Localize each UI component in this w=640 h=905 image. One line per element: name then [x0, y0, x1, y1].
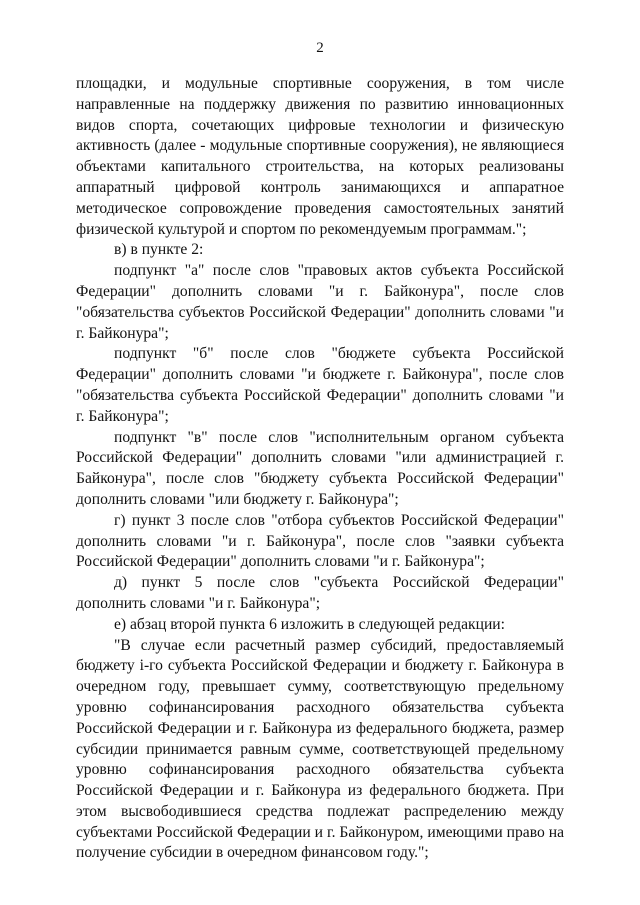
paragraph-subitem-b: подпункт "б" после слов "бюджете субъекта Российской Федерации" дополнить словами "и бюджете г. Байконура", после слов "обязательства субъекта Российской Федерации" дополнить словами "и г. Байконура";	[76, 345, 564, 425]
paragraph-item-d: д) пункт 5 после слов "субъекта Российской Федерации" дополнить словами "и г. Байконура";	[76, 574, 564, 612]
paragraph-continuation: площадки, и модульные спортивные сооружения, в том числе направленные на поддержку движения по развитию инновационных видов спорта, сочетающих цифровые технологии и физическую активность (далее - модульные спортивные сооружения), не являющиеся объектами капитального строительства, на которых реализованы аппаратный цифровой контроль занимающихся и аппаратное методическое сопровождение проведения самостоятельных занятий физической культурой и спортом по рекомендуемым программам.";	[76, 75, 564, 238]
paragraph-quoted-text: "В случае если расчетный размер субсидий, предоставляемый бюджету i-го субъекта Российской Федерации и бюджету г. Байконура в очередном году, превышает сумму, соответствующую предельному уровню софинансирования расходного обязательства субъекта Российской Федерации и г. Байконура из федерального бюджета, размер субсидии принимается равным сумме, соответствующей предельному уровню софинансирования расходного обязательства субъекта Российской Федерации и г. Байконура из федерального бюджета. При этом высвободившиеся средства подлежат распределению между субъектами Российской Федерации и г. Байконуром, имеющими право на получение субсидии в очередном финансовом году.";	[76, 636, 564, 862]
document-body	[76, 74, 564, 864]
paragraph-item-e: е) абзац второй пункта 6 изложить в следующей редакции:	[114, 615, 505, 633]
paragraph-subitem-a: подпункт "а" после слов "правовых актов субъекта Российской Федерации" дополнить словами "и г. Байконура", после слов "обязательства субъектов Российской Федерации" дополнить словами "и г. Байконура";	[76, 262, 564, 342]
page-number: 2	[316, 40, 324, 56]
paragraph-subitem-v: подпункт "в" после слов "исполнительным органом субъекта Российской Федерации" дополнить словами "или администрацией г. Байконура", после слов "бюджету субъекта Российской Федерации" дополнить словами "или бюджету г. Байконура";	[76, 428, 564, 508]
paragraph-item-g: г) пункт 3 после слов "отбора субъектов Российской Федерации" дополнить словами "и г. Байконура", после слов "заявки субъекта Российской Федерации" дополнить словами "и г. Байконура";	[76, 511, 564, 571]
paragraph-item-v: в) в пункте 2:	[114, 241, 204, 259]
